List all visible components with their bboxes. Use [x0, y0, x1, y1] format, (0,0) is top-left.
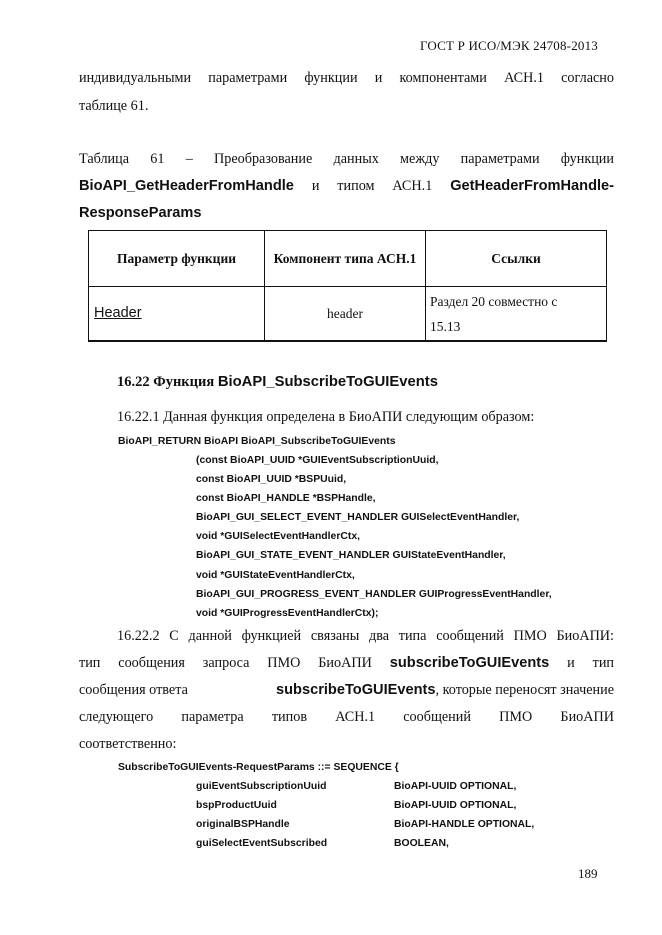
- asn-field-name: guiEventSubscriptionUuid: [196, 781, 327, 792]
- para-16-22-1: 16.22.1 Данная функция определена в БиоАПИ следующим образом:: [117, 409, 535, 425]
- code-param: void *GUISelectEventHandlerCtx,: [196, 531, 360, 542]
- message-type-name: subscribeToGUIEvents: [389, 655, 550, 671]
- intro-line-2: таблице 61.: [79, 98, 149, 114]
- cell-param-header: Header: [89, 287, 265, 342]
- code-param: (const BioAPI_UUID *GUIEventSubscriptionUuid,: [196, 455, 439, 466]
- code-param: void *GUIProgressEventHandlerCtx);: [196, 608, 379, 619]
- asn-field-name: originalBSPHandle: [196, 819, 290, 830]
- code-param: const BioAPI_UUID *BSPUuid,: [196, 474, 347, 485]
- asn-field-name: bspProductUuid: [196, 800, 277, 811]
- asn-field-type: BioAPI-UUID OPTIONAL,: [394, 800, 517, 811]
- asn-field-type: BOOLEAN,: [394, 838, 449, 849]
- table-caption-text: Таблица 61 – Преобразование данных между параметрами функции: [79, 151, 614, 167]
- table-caption-line-2: [79, 176, 614, 196]
- cell-refs: Раздел 20 совместно с 15.13: [426, 287, 607, 342]
- code-param: BioAPI_GUI_STATE_EVENT_HANDLER GUIStateEventHandler,: [196, 550, 506, 561]
- table-caption-line-1: [79, 149, 614, 169]
- asn-sequence-header: SubscribeToGUIEvents-RequestParams ::= SEQUENCE {: [118, 762, 399, 773]
- document-header: ГОСТ Р ИСО/МЭК 24708-2013: [419, 38, 598, 53]
- para-16-22-2-line-2: [79, 653, 614, 673]
- function-name: BioAPI_GetHeaderFromHandle: [79, 178, 294, 194]
- para-text: , которые переносят значение: [435, 682, 614, 698]
- type-name-part2: ResponseParams: [79, 205, 202, 221]
- type-name-part1: GetHeaderFromHandle-: [450, 178, 615, 194]
- asn-field-type: BioAPI-HANDLE OPTIONAL,: [394, 819, 535, 830]
- cell-component: header: [265, 287, 426, 342]
- code-signature: BioAPI_RETURN BioAPI BioAPI_SubscribeToGUIEvents: [118, 436, 396, 447]
- code-param: BioAPI_GUI_PROGRESS_EVENT_HANDLER GUIProgressEventHandler,: [196, 589, 552, 600]
- col-header-component: Компонент типа АСН.1: [265, 231, 426, 287]
- section-heading: [117, 374, 438, 391]
- para-text-group: [276, 680, 614, 700]
- col-header-refs: Ссылки: [426, 231, 607, 287]
- message-type-name: subscribeToGUIEvents: [276, 682, 436, 698]
- para-16-22-2-line-5: соответственно:: [79, 736, 177, 752]
- asn-field-name: guiSelectEventSubscribed: [196, 838, 328, 849]
- para-16-22-2-line-3: [79, 680, 614, 700]
- page-number: 189: [578, 866, 598, 881]
- code-param: void *GUIStateEventHandlerCtx,: [196, 570, 355, 581]
- para-text: сообщения ответа: [79, 682, 188, 698]
- para-16-22-2-line-1: 16.22.2 С данной функцией связаны два типа сообщений ПМО БиоАПИ:: [117, 628, 614, 644]
- table-row: [89, 287, 607, 342]
- table-header-row: [89, 231, 607, 287]
- col-header-param: Параметр функции: [89, 231, 265, 287]
- table-caption-line-3: [79, 203, 614, 223]
- para-text: и тип: [567, 655, 615, 671]
- asn-field-type: BioAPI-UUID OPTIONAL,: [394, 781, 517, 792]
- params-table: [88, 230, 607, 342]
- section-heading-prefix: 16.22 Функция: [117, 374, 215, 390]
- code-param: const BioAPI_HANDLE *BSPHandle,: [196, 493, 376, 504]
- section-heading-name: BioAPI_SubscribeToGUIEvents: [217, 374, 438, 390]
- code-param: BioAPI_GUI_SELECT_EVENT_HANDLER GUISelectEventHandler,: [196, 512, 520, 523]
- intro-line-1: индивидуальными параметрами функции и компонентами АСН.1 согласно: [79, 70, 614, 86]
- para-16-22-2-line-4: следующего параметра типов АСН.1 сообщений ПМО БиоАПИ: [79, 709, 614, 725]
- para-text: тип сообщения запроса ПМО БиоАПИ: [79, 655, 372, 671]
- caption-mid-text: и типом АСН.1: [311, 178, 433, 194]
